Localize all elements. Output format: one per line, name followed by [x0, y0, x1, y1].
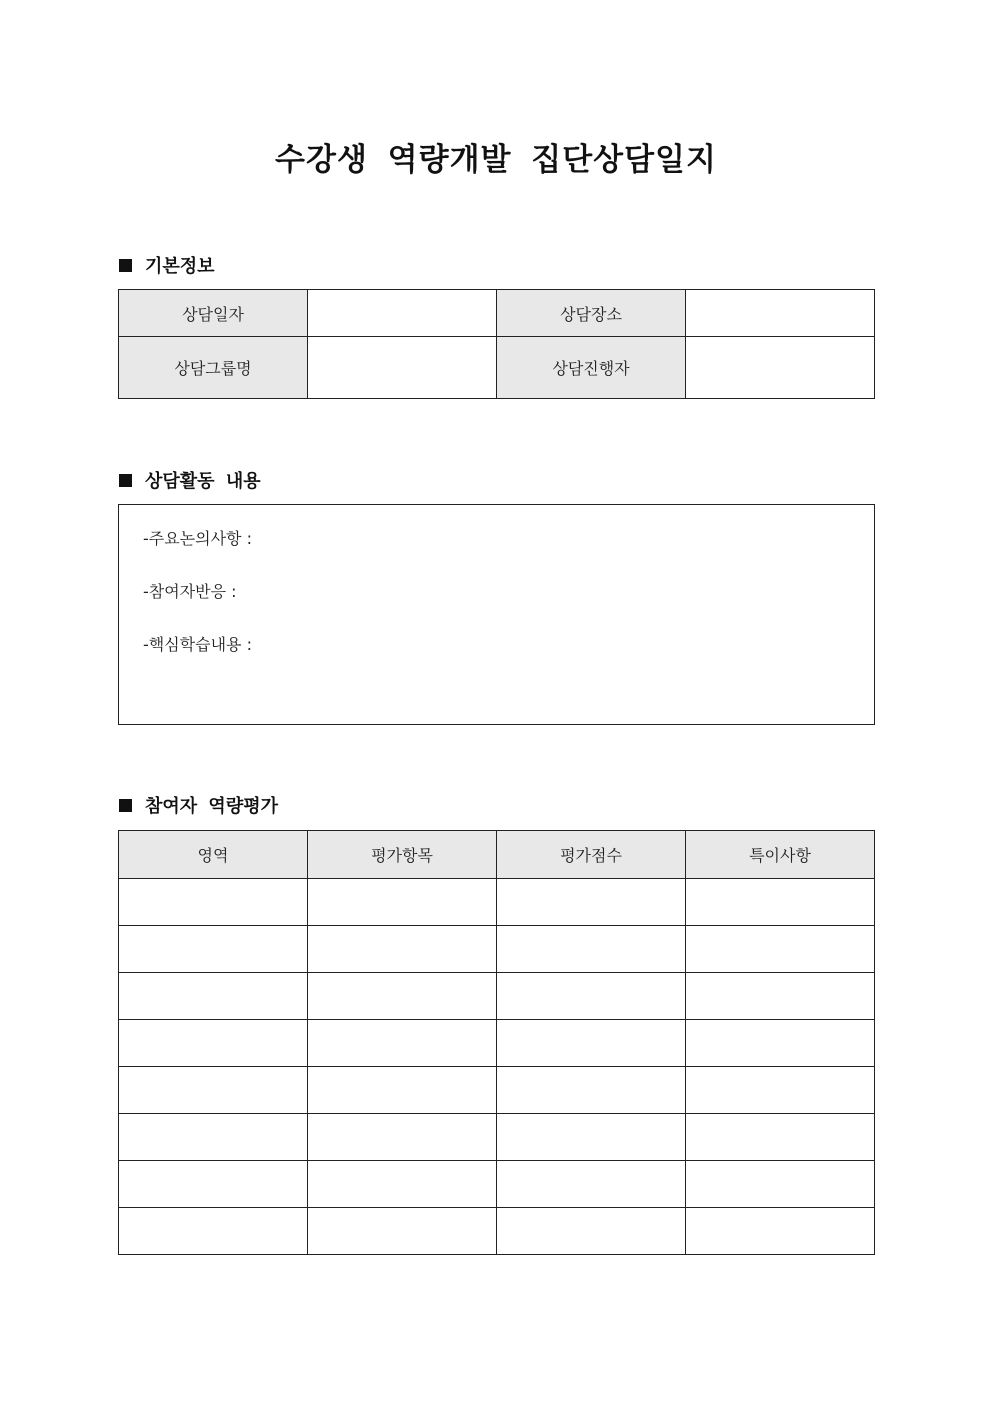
table-row	[119, 1161, 875, 1208]
counselor-field[interactable]	[686, 337, 875, 399]
score-cell[interactable]	[497, 879, 686, 926]
document-title: 수강생 역량개발 집단상담일지	[275, 142, 717, 178]
notes-cell[interactable]	[686, 1020, 875, 1067]
score-cell[interactable]	[497, 1067, 686, 1114]
area-cell[interactable]	[119, 973, 308, 1020]
notes-cell[interactable]	[686, 879, 875, 926]
item-cell[interactable]	[308, 1208, 497, 1255]
table-row	[119, 879, 875, 926]
notes-cell[interactable]	[686, 1208, 875, 1255]
table-row	[119, 1208, 875, 1255]
table-header-row	[119, 831, 875, 879]
area-cell[interactable]	[119, 926, 308, 973]
score-cell[interactable]	[497, 1114, 686, 1161]
evaluation-heading	[119, 792, 278, 818]
item-cell[interactable]	[308, 1114, 497, 1161]
counselor-label: 상담진행자	[497, 337, 686, 399]
consult-date-label: 상담일자	[119, 290, 308, 337]
area-cell[interactable]	[119, 879, 308, 926]
table-row	[119, 1020, 875, 1067]
square-bullet-icon	[119, 799, 132, 812]
score-cell[interactable]	[497, 1161, 686, 1208]
notes-cell[interactable]	[686, 973, 875, 1020]
area-cell[interactable]	[119, 1208, 308, 1255]
table-row	[119, 1114, 875, 1161]
score-cell[interactable]	[497, 973, 686, 1020]
group-name-field[interactable]	[308, 337, 497, 399]
item-cell[interactable]	[308, 1020, 497, 1067]
item-cell[interactable]	[308, 1067, 497, 1114]
main-discussion-line: -주요논의사항 :	[143, 529, 252, 548]
activity-heading	[119, 467, 261, 493]
evaluation-heading-text: 참여자 역량평가	[145, 796, 278, 817]
evaluation-table	[118, 830, 875, 1255]
activity-content-box[interactable]	[118, 504, 875, 725]
notes-cell[interactable]	[686, 1114, 875, 1161]
table-row	[119, 1067, 875, 1114]
table-row	[119, 290, 875, 337]
notes-cell[interactable]	[686, 926, 875, 973]
item-cell[interactable]	[308, 926, 497, 973]
basic-info-heading-text: 기본정보	[145, 256, 215, 277]
area-cell[interactable]	[119, 1067, 308, 1114]
key-learning-line: -핵심학습내용 :	[143, 635, 252, 654]
table-row	[119, 337, 875, 399]
table-row	[119, 926, 875, 973]
column-header-area: 영역	[119, 831, 308, 879]
area-cell[interactable]	[119, 1020, 308, 1067]
basic-info-table	[118, 289, 875, 399]
consult-place-label: 상담장소	[497, 290, 686, 337]
notes-cell[interactable]	[686, 1161, 875, 1208]
area-cell[interactable]	[119, 1161, 308, 1208]
score-cell[interactable]	[497, 1208, 686, 1255]
notes-cell[interactable]	[686, 1067, 875, 1114]
consult-place-field[interactable]	[686, 290, 875, 337]
activity-heading-text: 상담활동 내용	[145, 471, 261, 492]
square-bullet-icon	[119, 259, 132, 272]
column-header-score: 평가점수	[497, 831, 686, 879]
item-cell[interactable]	[308, 973, 497, 1020]
item-cell[interactable]	[308, 879, 497, 926]
group-name-label: 상담그룹명	[119, 337, 308, 399]
square-bullet-icon	[119, 474, 132, 487]
column-header-item: 평가항목	[308, 831, 497, 879]
score-cell[interactable]	[497, 926, 686, 973]
score-cell[interactable]	[497, 1020, 686, 1067]
participant-reaction-line: -참여자반응 :	[143, 582, 237, 601]
area-cell[interactable]	[119, 1114, 308, 1161]
consult-date-field[interactable]	[308, 290, 497, 337]
table-row	[119, 973, 875, 1020]
item-cell[interactable]	[308, 1161, 497, 1208]
column-header-notes: 특이사항	[686, 831, 875, 879]
basic-info-heading	[119, 252, 215, 278]
